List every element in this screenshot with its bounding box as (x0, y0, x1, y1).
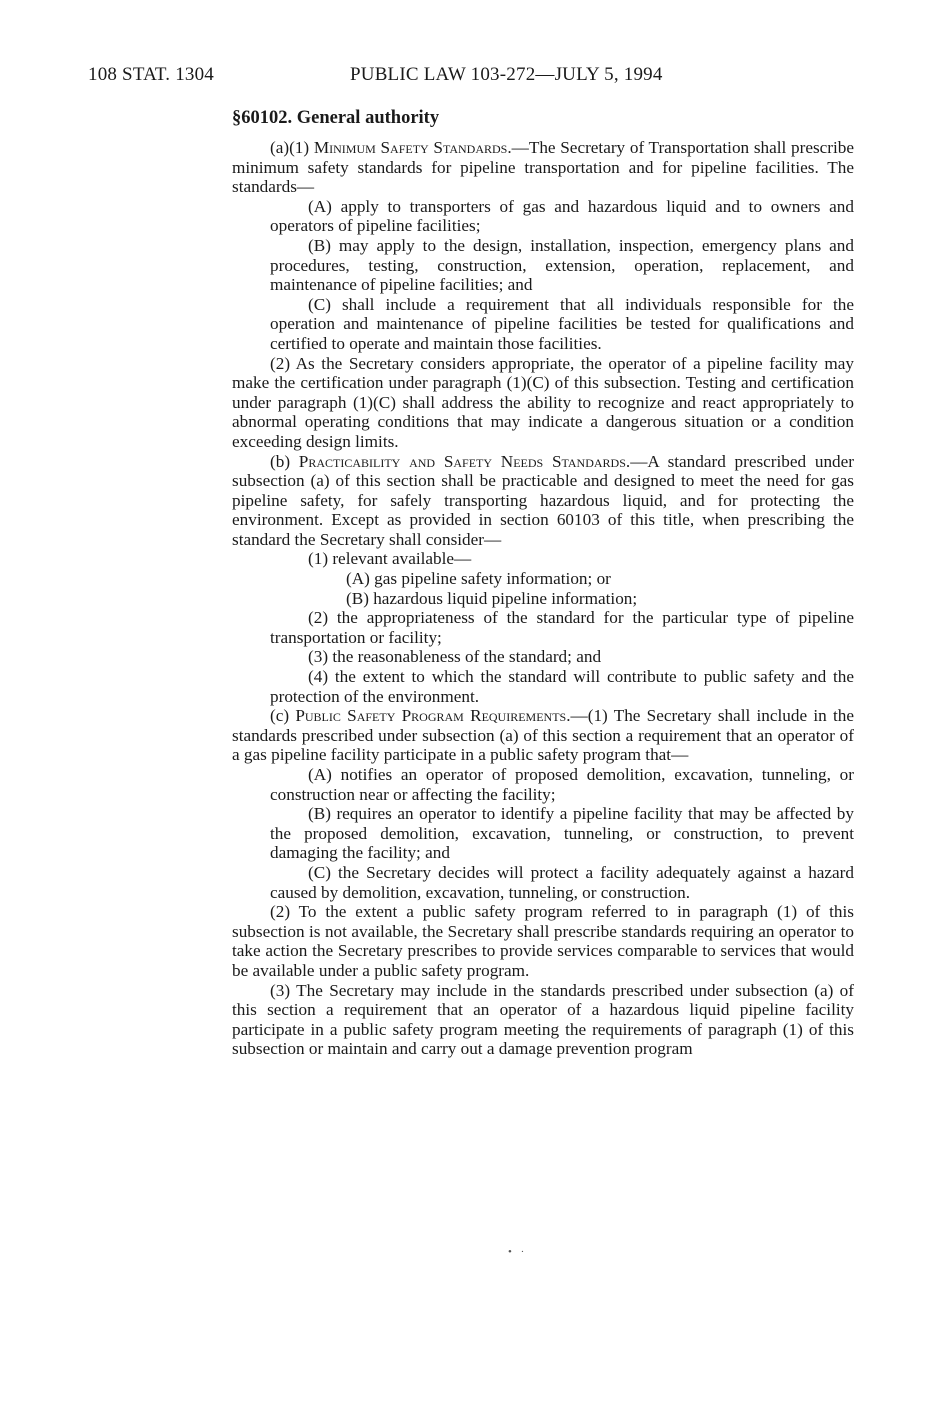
paragraph-b-text: —A standard prescribed under subsection (a) of this section shall be practicable and designed to meet the need for gas pipeline safety, for safely transporting hazardous liquid, and for protecting the environment. Except as provided in section 60103 of this title, when prescribing the standard the Secretary shall consider— (232, 451, 855, 549)
paragraph-c-heading: Public Safety Program Requirements. (295, 706, 571, 726)
paragraph-b3: (3) the reasonableness of the standard; and (308, 647, 602, 667)
print-artifact-marks: • · (508, 1246, 528, 1258)
paragraph-b1: (1) relevant available— (308, 549, 472, 569)
paragraph-c1C: (C) the Secretary decides will protect a facility adequately against a hazard caused by demolition, excavation, tunneling, or construction. (270, 862, 854, 902)
paragraph-a1-heading: Minimum Safety Standards. (313, 138, 512, 157)
paragraph-b2: (2) the appropriateness of the standard for the particular type of pipeline transportation or facility; (270, 608, 854, 647)
paragraph-b1A: (A) gas pipeline safety information; or (346, 569, 611, 589)
paragraph-a1C: (C) shall include a requirement that all individuals responsible for the operation and maintenance of pipeline facilities be tested for qualifications and certified to operate and maintain those facilities. (270, 294, 854, 353)
paragraph-a1B: (B) may apply to the design, installation, inspection, emergency plans and procedures, testing, construction, extension, operation, replacement, and maintenance of pipeline facilities; and (270, 235, 854, 295)
paragraph-c-label: (c) (270, 706, 296, 726)
paragraph-c1A: (A) notifies an operator of proposed demolition, excavation, tunneling, or construction near or affecting the facility; (270, 765, 854, 804)
stat-page-reference: 108 STAT. 1304 (88, 64, 215, 85)
paragraph-b4: (4) the extent to which the standard will contribute to public safety and the protection of the environment. (270, 667, 854, 706)
paragraph-c3: (3) The Secretary may include in the standards prescribed under subsection (a) of this section a requirement that an operator of a hazardous liquid pipeline facility participate in a public safety program meeting the requirements of paragraph (1) of this subsection or maintain and carry out a damage prevention program (232, 980, 854, 1059)
section-body (232, 138, 854, 1059)
paragraph-b1B: (B) hazardous liquid pipeline information; (346, 588, 638, 608)
paragraph-a1A: (A) apply to transporters of gas and hazardous liquid and to owners and operators of pipeline facilities; (270, 196, 854, 236)
section-heading: §60102. General authority (232, 108, 440, 128)
paragraph-c2: (2) To the extent a public safety program referred to in paragraph (1) of this subsection is not available, the Secretary shall prescribe standards requiring an operator to take action the Secretary prescribes to provide services comparable to services that would be available under a public safety program. (232, 902, 854, 980)
paragraph-c (232, 706, 854, 765)
running-header (88, 64, 858, 90)
paragraph-a2: (2) As the Secretary considers appropriate, the operator of a pipeline facility may make the certification under paragraph (1)(C) of this subsection. Testing and certification under paragraph (1)(C) shall address the ability to recognize and react appropriately to abnormal operating conditions that may indicate a dangerous situation or a condition exceeding design limits. (232, 353, 854, 451)
paragraph-b-heading: Practicability and Safety Needs Standards. (298, 451, 631, 471)
paragraph-a1 (232, 138, 854, 197)
public-law-date: PUBLIC LAW 103-272—JULY 5, 1994 (350, 64, 663, 85)
paragraph-a1-text: —The Secretary of Transportation shall prescribe minimum safety standards for pipeline transportation and for pipeline facilities. The standards— (232, 138, 854, 197)
paragraph-a1-label: (a)(1) (270, 138, 314, 157)
paragraph-b (232, 452, 854, 550)
paragraph-b-label: (b) (270, 451, 299, 471)
paragraph-c-text: —(1) The Secretary shall include in the standards prescribed under subsection (a) of this section a requirement that an operator of a gas pipeline facility participate in a public safety program that— (232, 706, 854, 765)
paragraph-c1B: (B) requires an operator to identify a pipeline facility that may be affected by the proposed demolition, excavation, tunneling, or construction, to prevent damaging the facility; and (270, 804, 854, 863)
